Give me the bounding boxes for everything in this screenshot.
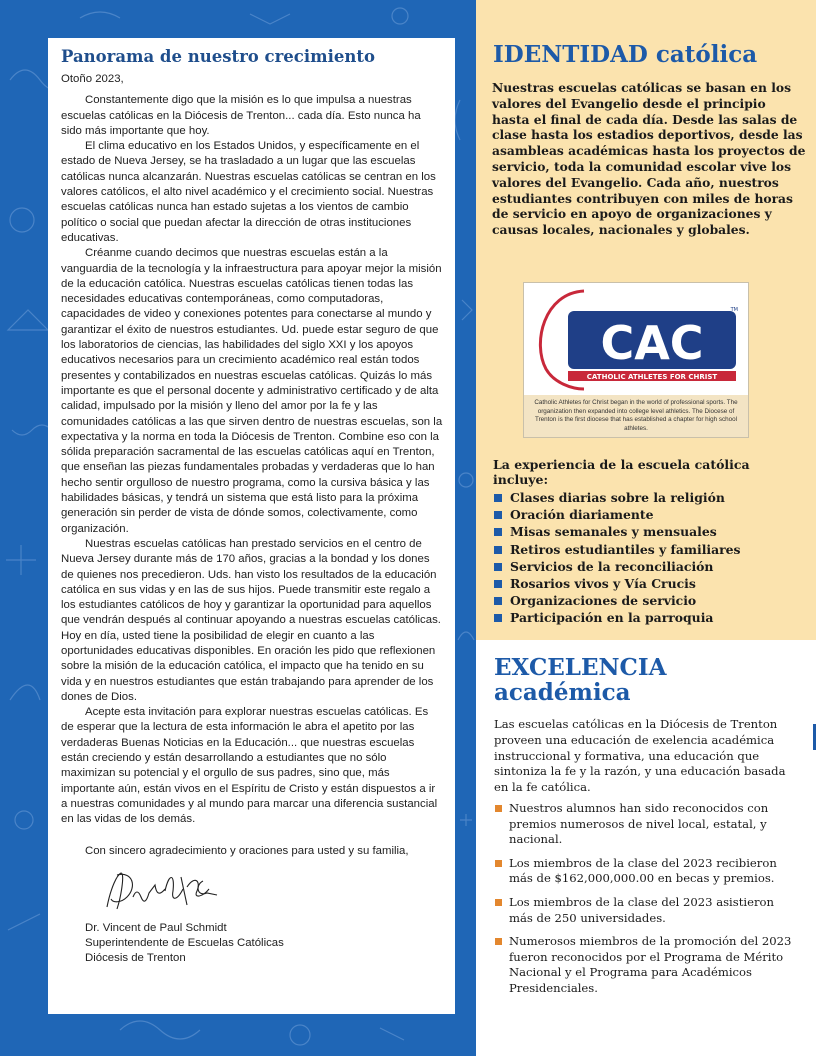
list-item-label: Clases diarias sobre la religión (510, 490, 725, 505)
excellence-heading-line-1: EXCELENCIA (494, 654, 667, 681)
excellence-text: Las escuelas católicas en la Diócesis de Trenton proveen una educación de exelencia académica instruccional y formativa, una educación que sintoniza la fe y la razón, y una educación basada en la fe católica. (494, 717, 786, 795)
list-item-label: Oración diariamente (510, 507, 654, 523)
identity-heading: IDENTIDAD católica (493, 41, 758, 68)
identity-panel (476, 0, 816, 640)
cac-logo-letters: CAC (600, 316, 704, 370)
blue-square-bullet-icon (494, 511, 502, 519)
list-item-label: Servicios de la reconciliación (510, 558, 714, 574)
list-item-label: Rosarios vivos y Vía Crucis (510, 576, 696, 592)
list-item (493, 541, 741, 558)
letter-paragraph-4: Nuestras escuelas católicas han prestado servicios en el centro de Nueva Jersey durante más de 170 años, gracias a la bondad y los dones de quienes nos precedieron. Uds. han visto los resultados de la educación católica en sus vidas y en las de sus hijos. Puede transmitir este regalo a los estudiantes católicos de hoy y garantizar la oportunidad para aquellos que vendrán después al continuar apoyando a nuestras escuelas católicas. Hoy en día, usted tiene la posibilidad de elegir en cuanto a las oportunidades educativas disponibles. En oración les pido que reflexionen sobre la misión de la educación católica, el impacto que ha tenido en su vida y en nuestros estudiantes que están trabajando para aprender de los dones de Dios. (61, 537, 441, 703)
list-item (493, 523, 741, 540)
letter-date: Otoño 2023, (61, 73, 124, 85)
excellence-list (494, 801, 794, 1005)
list-item (493, 506, 741, 523)
list-item-label: Los miembros de la clase del 2023 asistieron más de 250 universidades. (509, 894, 774, 925)
cac-logo-card (523, 282, 749, 438)
orange-square-bullet-icon (495, 899, 502, 906)
blue-square-bullet-icon (494, 614, 502, 622)
list-item-label: Los miembros de la clase del 2023 recibieron más de $162,000,000.00 en becas y premios. (509, 855, 777, 886)
list-item-label: Numerosos miembros de la promoción del 2023 fueron reconocidos por el Programa de Mérito Nacional y el Programa para Académicos Presidenciales. (509, 934, 792, 995)
letter-paragraph-3: Créanme cuando decimos que nuestras escuelas están a la vanguardia de la tecnología y la infraestructura para apoyar mejor la misión de la educación católica. Nuestras escuelas católicas tienen todas las necesidades educativas contemporáneas, como computadoras, capacidades de video y conexiones potentes para conectarse al mundo y garantizar el éxito de nuestros estudiantes. Ud. puede estar seguro de que los laboratorios de ciencias, las habilidades del siglo XXI y los apoyos educativos necesarios para un crecimiento académico real están todos presentes y contabilizados en nuestras escuelas católicas. Quizás lo más importante es que el personal docente y administrativo certificado y de alta calidad, impulsado por la misión y lleno del amor por la fe y las comunidades católicas a las que sirven dentro de nuestras escuelas, son la expectativa y la norma en toda la Diócesis de Trenton. Combine eso con la sólida preparación sacramental de las escuelas católicas aquí en Trenton, que enseñan las piezas fundamentales probadas y verdaderas que lo han hecho sentir orgulloso de nuestro programa, como la cursiva básica y las habilidades básicas, y tendrá un sistema que está listo para la próxima generación sin perder de vista de dónde somos, colectivamente, como organización. (61, 247, 443, 535)
signature-name: Dr. Vincent de Paul Schmidt (85, 921, 227, 934)
blue-square-bullet-icon (494, 580, 502, 588)
letter-paragraph-1: Constantemente digo que la misión es lo que impulsa a nuestras escuelas católicas en la Diócesis de Trenton... cada día. Esto nunca ha sido más importante que hoy. (61, 94, 421, 137)
letter-paragraph-5: Acepte esta invitación para explorar nuestras escuelas católicas. Es de esperar que la lectura de esta información le abra el apetito por las verdaderas Buenas Noticias en la Educación... que nuestras escuelas están creciendo y están desarrollando a estudiantes que no sólo maximizan su potencial y el orgullo de sus padres, sino que, más importante aún, están vivos en el Espíritu de Cristo y están dispuestos a ir a nuestras comunidades y al mundo para marcar una diferencia sustancial en las vidas de los demás. (61, 706, 438, 826)
list-item (494, 895, 794, 926)
handwritten-signature-icon (103, 867, 223, 915)
experience-heading: La experiencia de la escuela católica incluye: (493, 457, 750, 487)
blue-square-bullet-icon (494, 528, 502, 536)
signature-block (85, 921, 443, 967)
list-item (493, 489, 741, 506)
list-item-label: Retiros estudiantiles y familiares (510, 541, 741, 557)
orange-square-bullet-icon (495, 805, 502, 812)
list-item-label: Misas semanales y mensuales (510, 524, 717, 540)
experience-list (493, 489, 741, 627)
identity-text: Nuestras escuelas católicas se basan en los valores del Evangelio desde el principio hasta el final de cada día. Desde las salas de clase hasta los estadios deportivos, desde las asambleas académicas hasta los proyectos de servicio, toda la comunidad escolar vive los valores del Evangelio. Cada año, nuestros estudiantes contribuyen con miles de horas de servicio en apoyo de organizaciones y causas locales, nacionales y globales. (492, 80, 806, 238)
letter-card (48, 38, 455, 1014)
cac-logo-trademark: TM (730, 307, 738, 313)
cac-logo-tagline: CATHOLIC ATHLETES FOR CHRIST (586, 373, 718, 381)
list-item (493, 592, 741, 609)
cac-caption: Catholic Athletes for Christ began in the world of professional sports. The organization then expanded into college level athletics. The Diocese of Trenton is the first diocese that has established a chapter for high school athletes. (534, 399, 738, 432)
list-item (493, 575, 741, 592)
blue-square-bullet-icon (494, 494, 502, 502)
cac-logo-graphic-icon (524, 283, 748, 395)
list-item (493, 558, 741, 575)
orange-square-bullet-icon (495, 938, 502, 945)
orange-square-bullet-icon (495, 860, 502, 867)
blue-square-bullet-icon (494, 546, 502, 554)
excellence-heading-line-2: académica (494, 679, 631, 706)
list-item-label: Nuestros alumnos han sido reconocidos con premios numerosos de nivel local, estatal, y nacional. (509, 801, 769, 847)
blue-square-bullet-icon (494, 563, 502, 571)
signature-title: Superintendente de Escuelas Católicas (85, 937, 284, 950)
excellence-panel (476, 640, 816, 1056)
signature-organization: Diócesis de Trenton (85, 952, 186, 965)
list-item (493, 609, 741, 626)
excellence-heading (494, 655, 666, 705)
letter-title: Panorama de nuestro crecimiento (61, 47, 375, 66)
list-item (494, 801, 794, 848)
list-item-label: Participación en la parroquia (510, 610, 714, 626)
list-item (494, 934, 794, 996)
blue-square-bullet-icon (494, 597, 502, 605)
list-item-label: Organizaciones de servicio (510, 593, 697, 609)
cac-logo (524, 283, 748, 395)
list-item (494, 856, 794, 887)
letter-closing: Con sincero agradecimiento y oraciones para usted y su familia, (85, 844, 409, 857)
letter-paragraph-2: El clima educativo en los Estados Unidos, y específicamente en el estado de Nueva Jersey, se ha trasladado a un lugar que las escuelas católicas nunca alcanzarán. Nuestras escuelas católicas se centran en los valores católicos, el alto nivel académico y el crecimiento social. Nuestras escuelas católicas nunca han estado sujetas a los vientos de cambio político o social que puedan afectar la dirección de otras instituciones educativas. (61, 140, 436, 244)
